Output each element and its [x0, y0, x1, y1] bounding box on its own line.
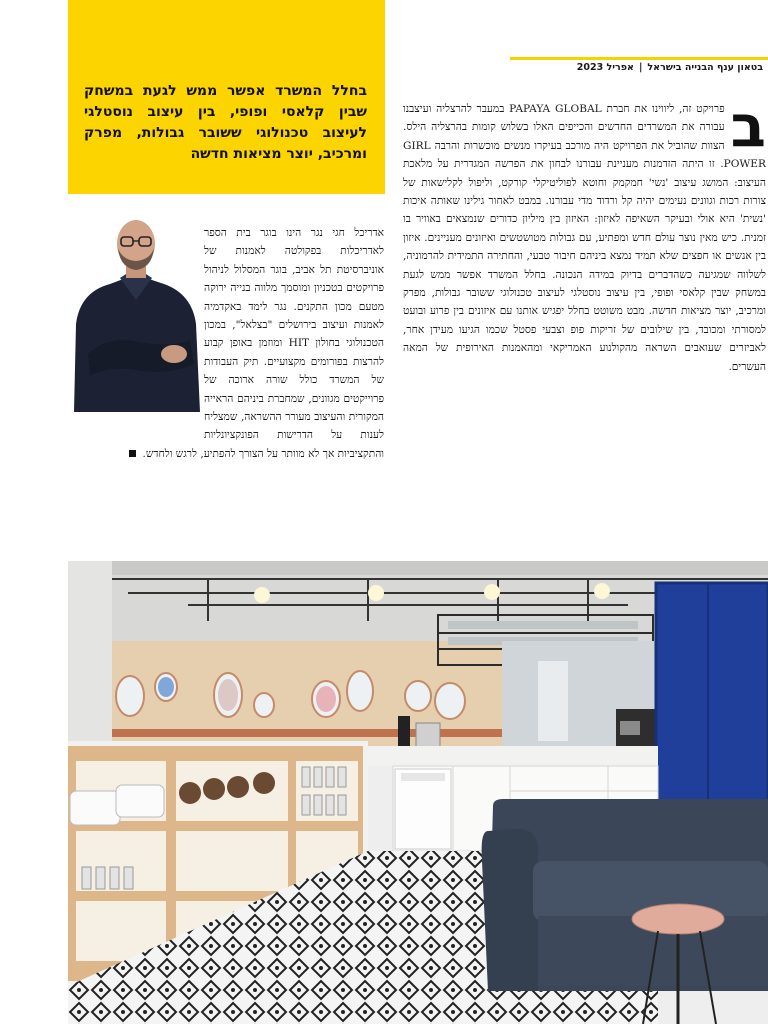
drop-cap: ב	[730, 92, 766, 160]
header-separator: |	[638, 62, 643, 73]
article-body	[403, 92, 766, 376]
magazine-name: בטאון ענף הבנייה בישראל	[647, 62, 763, 73]
bio-text: אדריכל חגי נגר הינו בוגר בית הספר לאדריכלות בפקולטה לאמנות של אוניברסיטת תל אביב, בוגר המסלול לניהול פרויקטים בטכניון ומוסמך מלווה בנייה ירוקה מטעם מכון התקנים. נגר לימד באקדמיה לאמנות ועיצוב בירושלים "בצלאל", במכון הטכנולוגי בחולון HIT ומוזמן באופן קבוע להרצות בפורומים מקצועיים. תיק העבודות של המשרד כולל שורה ארוכה של פרוייקטים מגוונים, שמחברת ביניהם הראייה המקורית והעיצוב מעורר ההשראה, שמצליח לענות על הדרישות הפונקציונליות והתקציביות אך לא מוותר על הצורך להפתיע, לרגש ולחדש.	[142, 227, 384, 460]
office-photo-illustration	[68, 561, 768, 1024]
running-header	[505, 62, 763, 73]
pull-quote: בחלל המשרד אפשר ממש לגעת במשחק שבין קלאסי ופופי, בין עיצוב נוסטלגי לעיצוב טכנולוגי ששובר גבולות, מפרק ומרכיב, יוצר מציאות חדשה	[84, 83, 367, 162]
header-rule	[510, 57, 768, 60]
architect-bio	[68, 224, 384, 463]
issue-date: אפריל 2023	[576, 62, 634, 73]
bio-image-spacer	[68, 224, 204, 434]
office-kitchen-photo	[68, 561, 768, 1024]
article-text: פרויקט זה, ליווינו את חברת PAPAYA GLOBAL במעבר להרצליה ועיצבנו עבורה את המשרדים החדשים והכייפים האלו בשלוש קומות בהרצליה הילס. הצוות שהוביל את הפרויקט היה מורכב בעיקרו מנשים מוכשרות והרבה GIRL POWER. זו היתה הזדמנות מעניינת עבורנו לבחון את הפרשה המגדרית על מלאכת העיצוב: המושג עיצוב 'נשי' חמקמק וחוטא לפוליטיקלי קורקט, וליפול לקלישאות של צורות רכות וגוונים נעימים יהיה קל ורדוד מדי עבורנו. במבט לאחור גילינו שאותה איכות 'נשית' היא אולי ובעיקר השאיפה לאיזון: האיזון בין מיליון כדורים שנמצאים באוויר בו זמנית. כיש מאין נוצר עולם חדש ומפתיע, עם גבולות מטושטשים ואיזונים מעניינים. איזון בין אנשים או חפצים שלא תמיד נמצא ביניהם חיבור טבעי, והחתירה התמידית להרמוניה, לשלווה שמגיעה כשהדברים בדיוק במידה הנכונה. בחלל המשרד אפשר ממש לגעת במשחק שבין קלאסי ופופי, בין עיצוב נוסטלגי לעיצוב טכנולוגי ששובר גבולות, מפרק ומרכיב, יוצר מציאות חדשה. מבט משוטט בחלל יפגיש אותנו עם איזונים בין פרוע ובועט למסורתי ומכובד, בין שילובים של זריקות פופ וצבעי פסטל שכמו הגיעו מעידן אחר, לאביזרים שעואבים השראה מהקולנוע האמריקאי ומהאמנות האירופית של המאה העשרים.	[403, 103, 766, 373]
black-square-icon	[129, 450, 136, 457]
